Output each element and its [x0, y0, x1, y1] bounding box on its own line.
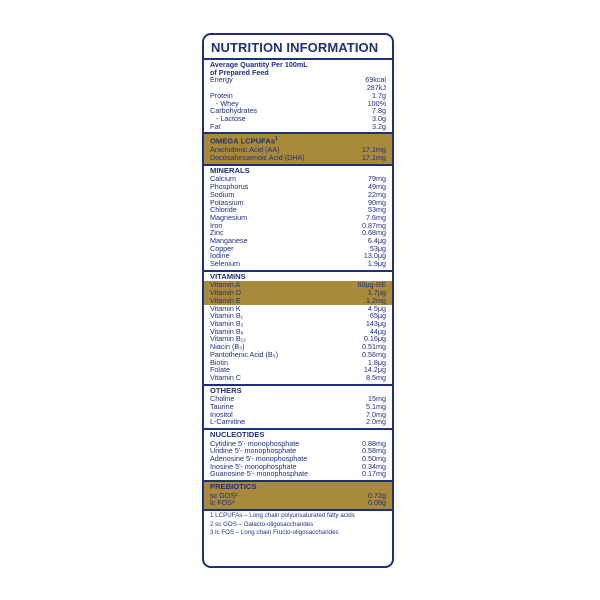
nutrient-label: Guanosine 5'- monophosphate — [210, 469, 309, 479]
nutrient-label: Sodium — [210, 189, 235, 199]
nutrient-label: Niacin (B₃) — [210, 342, 245, 352]
omega-heading: OMEGA LCPUFAs$^1$ — [210, 136, 278, 146]
nutrient-label: Docosahexaenoic Acid (DHA) — [210, 153, 305, 163]
nutrient-value: 7.6mg — [366, 212, 386, 222]
footnotes-section — [204, 511, 392, 539]
vitamins-rows — [204, 281, 392, 381]
nutrient-value: 1.9μg — [367, 259, 386, 269]
nutrient-value: 0.88mg — [362, 438, 386, 448]
others-heading: OTHERS — [210, 385, 242, 395]
nutrient-label: Vitamin B₂ — [210, 319, 244, 328]
nutrient-value: 13.0μg — [363, 251, 386, 261]
nutrient-label: Vitamin A — [210, 280, 241, 290]
nutrient-value: 8.5mg — [366, 372, 386, 382]
nutrient-value: 60μg-RE — [357, 280, 386, 290]
basic-rows — [204, 76, 392, 130]
nutrient-value: 0.17mg — [362, 469, 386, 479]
basic-row — [204, 76, 392, 84]
nutrient-label: Iodine — [210, 251, 230, 261]
basic-row — [204, 123, 392, 131]
nutrient-label: Cytidine 5'- monophosphate — [210, 438, 300, 448]
nutrition-panel — [202, 33, 394, 568]
nutrient-value: 69kcal — [365, 75, 386, 85]
basic-row — [204, 115, 392, 123]
vitamins-heading: VITAMINS — [210, 271, 246, 281]
nutrient-value: 53mg — [368, 205, 386, 215]
nutrient-value: 7.0mg — [366, 409, 386, 419]
vitamin-row — [204, 351, 392, 359]
nutrient-label: Adenosine 5'- monophosphate — [210, 454, 308, 464]
nutrient-value: 0.34mg — [362, 461, 386, 471]
nutrient-label: Vitamin B₁ — [210, 311, 244, 321]
nutrient-value: 49mg — [368, 182, 386, 192]
nutrient-label: sc GOS² — [210, 490, 238, 500]
nucleotides-section — [204, 430, 392, 482]
nutrient-value: 1.2mg — [366, 295, 386, 305]
nutrient-value: 0.56mg — [362, 349, 386, 359]
nutrient-label: Phosphorus — [210, 182, 249, 192]
nutrient-value: 1.7g — [372, 90, 386, 100]
nutrient-label: Taurine — [210, 401, 234, 411]
nutrient-value: 0.16μg — [363, 334, 386, 344]
nutrient-label: Vitamin B₆ — [210, 326, 244, 336]
mineral-row — [204, 260, 392, 268]
minerals-heading: MINERALS — [210, 165, 250, 175]
nutrient-label: lc FOS³ — [210, 498, 235, 508]
nutrient-label: Biotin — [210, 357, 228, 367]
nutrient-value: 14.2μg — [363, 365, 386, 375]
nutrient-label: Pantothenic Acid (B₅) — [210, 349, 279, 359]
vitamins-section — [204, 272, 392, 386]
nutrient-value: 22mg — [368, 189, 386, 199]
nutrient-value: 0.58mg — [362, 446, 386, 456]
prebiotics-rows — [204, 492, 392, 507]
nutrient-label: Vitamin E — [210, 295, 241, 305]
header-line-1: Average Quantity Per 100mL — [210, 60, 308, 69]
nutrient-label: Magnesium — [210, 212, 248, 222]
omega-row — [204, 154, 392, 162]
nutrient-label: Vitamin C — [210, 372, 242, 382]
others-rows — [204, 395, 392, 426]
nutrient-label: Fat — [210, 121, 221, 131]
basic-section — [204, 60, 392, 134]
nutrient-value: 79mg — [368, 174, 386, 184]
nutrient-label: L-Carnitine — [210, 417, 246, 427]
minerals-section — [204, 166, 392, 272]
nutrient-label: Vitamin K — [210, 303, 241, 313]
footnote-1: 1 LCPUFAs – Long chain polyunsaturated fatty acids — [210, 512, 355, 520]
nutrient-value: 287kJ — [366, 83, 386, 93]
nutrient-value: 0.51mg — [362, 342, 386, 352]
prebiotics-section — [204, 482, 392, 511]
nutrient-label: Carbohydrates — [210, 106, 258, 116]
nutrient-value: 0.50mg — [362, 454, 386, 464]
footnote-3: 3 lc FOS – Long chain Fructo-oligosaccharides — [210, 528, 339, 536]
nucleotides-rows — [204, 440, 392, 479]
header-line-2: of Prepared Feed — [210, 67, 269, 77]
nutrient-label: Vitamin B₁₂ — [210, 334, 246, 344]
nutrient-value: 6.4μg — [367, 236, 386, 246]
nutrient-label: Energy — [210, 75, 233, 85]
nutrient-value: 65μg — [369, 311, 386, 321]
nutrient-value: 2.0mg — [366, 417, 386, 427]
nutrient-label: Copper — [210, 243, 234, 253]
nutrient-label: Inositol — [210, 409, 233, 419]
omega-section — [204, 134, 392, 166]
nutrient-label: Iron — [210, 220, 223, 230]
nutrient-value: 53μg — [369, 243, 386, 253]
nutrient-label: - Lactose — [216, 113, 246, 123]
nutrient-label: Manganese — [210, 236, 248, 246]
others-section — [204, 386, 392, 430]
nutrient-label: Uridine 5'- monophosphate — [210, 446, 297, 456]
minerals-rows — [204, 175, 392, 267]
nutrient-label: Arachidonic Acid (AA) — [210, 145, 280, 155]
nutrient-value: 0.87mg — [362, 220, 386, 230]
nutrient-value: 17.1mg — [362, 153, 386, 163]
nutrient-label: - Whey — [216, 98, 239, 108]
nutrient-label: Protein — [210, 90, 233, 100]
nutrient-value: 44μg — [369, 326, 386, 336]
nutrient-label: Folate — [210, 365, 230, 375]
vitamin-row — [204, 374, 392, 382]
nutrient-value: 5.1mg — [366, 401, 386, 411]
nutrient-label: Vitamin D — [210, 288, 242, 298]
nutrient-label: Choline — [210, 394, 235, 404]
panel-title: NUTRITION INFORMATION — [204, 35, 392, 60]
prebiotic-row — [204, 499, 392, 507]
nutrient-label: Zinc — [210, 228, 224, 238]
nucleotides-heading: NUCLEOTIDES — [210, 430, 265, 440]
nutrient-label: Potassium — [210, 197, 244, 207]
nutrient-value: 15mg — [368, 394, 386, 404]
nutrient-label: Chloride — [210, 205, 237, 215]
nutrient-value: 100% — [367, 98, 386, 108]
nutrient-value: 90mg — [368, 197, 386, 207]
nutrient-label: Selenium — [210, 259, 240, 269]
other-row — [204, 418, 392, 426]
nutrient-value: 7.8g — [372, 106, 386, 116]
nutrient-value: 3.0g — [372, 113, 386, 123]
omega-rows — [204, 146, 392, 161]
nutrient-value: 3.2g — [372, 121, 386, 131]
footnote-2: 2 sc GOS – Galacto-oligosaccharides — [210, 520, 314, 528]
nutrient-label: Calcium — [210, 174, 236, 184]
nutrient-value: 0.08g — [368, 498, 386, 508]
nucleotide-row — [204, 470, 392, 478]
nutrient-value: 1.7μg — [367, 288, 386, 298]
nutrient-value: 143μg — [365, 319, 386, 328]
nutrient-value: 1.8μg — [367, 357, 386, 367]
nutrient-value: 0.68mg — [362, 228, 386, 238]
nutrient-value: 0.72g — [368, 490, 386, 500]
prebiotics-heading: PREBIOTICS — [210, 482, 257, 492]
nutrient-value: 17.1mg — [362, 145, 386, 155]
nutrient-label: Inosine 5'- monophosphate — [210, 461, 297, 471]
nutrient-value: 4.5μg — [367, 303, 386, 313]
